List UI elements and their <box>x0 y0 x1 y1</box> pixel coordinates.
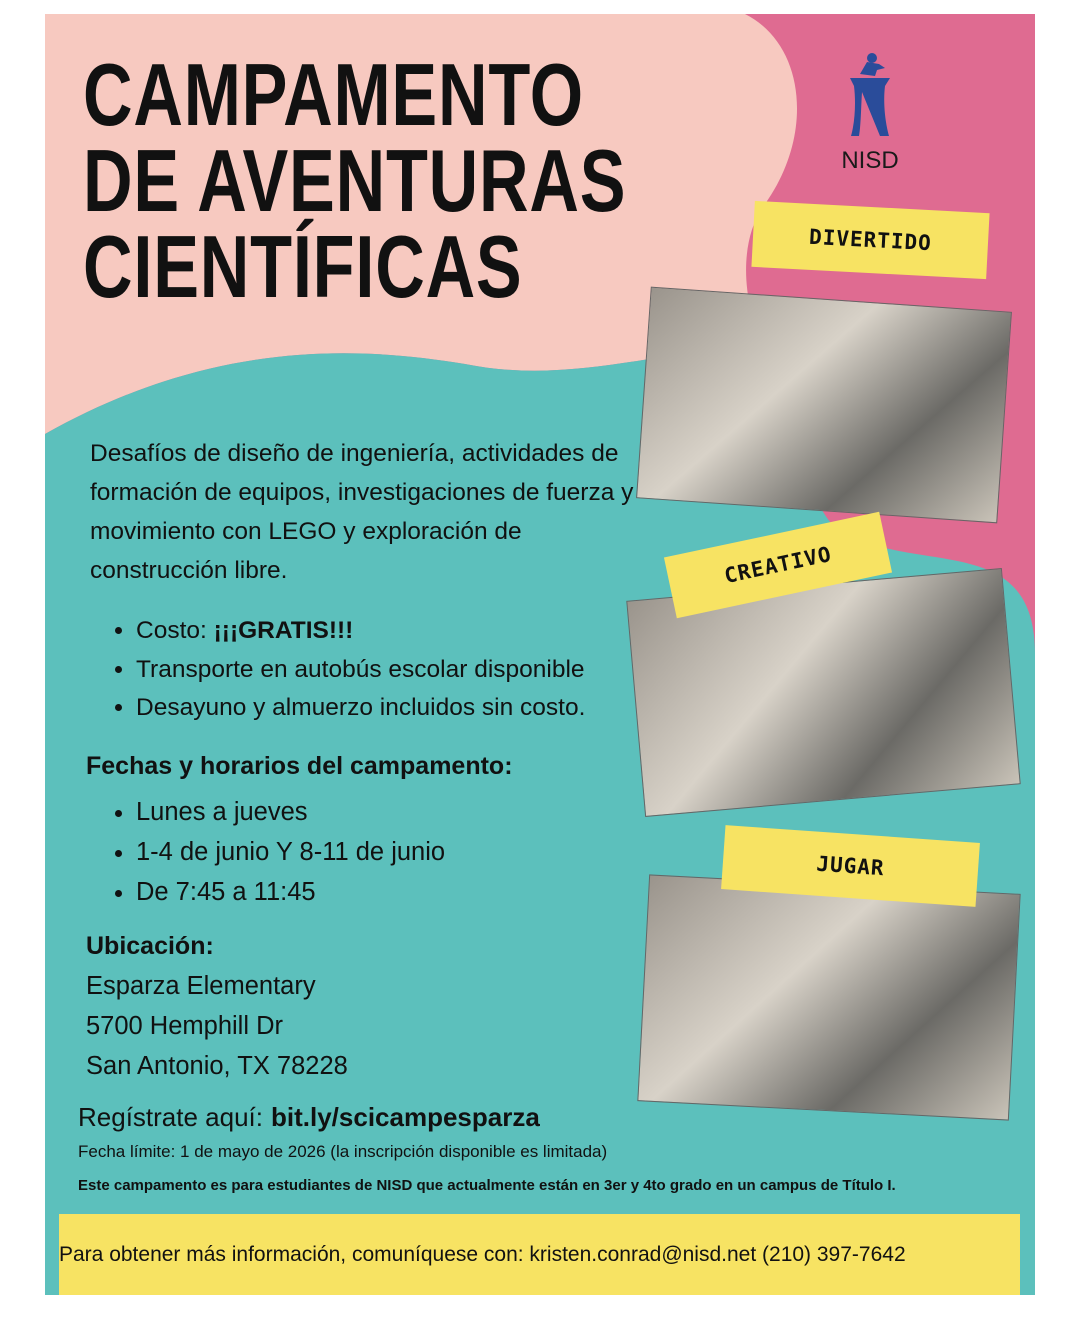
nisd-logo-icon <box>845 52 895 138</box>
benefit-cost <box>136 612 585 651</box>
register-label: Regístrate aquí: <box>78 1102 263 1132</box>
intro-text: Desafíos de diseño de ingeniería, actividades de formación de equipos, investigaciones de fuerza y movimiento con LEGO y exploración de construcción libre. <box>90 440 634 584</box>
photo-kids-lego <box>636 287 1012 524</box>
contact-footer <box>59 1214 1020 1295</box>
page-title <box>83 45 627 316</box>
cost-value: ¡¡¡GRATIS!!! <box>213 617 354 644</box>
benefit-meals: • Desayuno y almuerzo incluidos sin costo. <box>136 689 585 728</box>
schedule-item: • 1-4 de junio Y 8-11 de junio <box>136 832 445 872</box>
tag-jugar: JUGAR <box>721 825 980 907</box>
deadline-text: Fecha límite: 1 de mayo de 2026 (la inscripción disponible es limitada) <box>78 1142 608 1161</box>
tag-creativo: CREATIVO <box>664 512 892 618</box>
location-line: 5700 Hemphill Dr <box>86 1012 284 1040</box>
schedule-item: • De 7:45 a 11:45 <box>136 872 445 912</box>
photo-kid-smiling <box>637 874 1020 1120</box>
benefit-transport: • Transporte en autobús escolar disponible <box>136 651 585 690</box>
location-line: Esparza Elementary <box>86 972 316 1000</box>
contact-text: Para obtener más información, comuníquese con: kristen.conrad@nisd.net (210) 397-7642 <box>59 1242 906 1266</box>
location-line: San Antonio, TX 78228 <box>86 1052 348 1080</box>
tag-divertido: DIVERTIDO <box>751 201 989 279</box>
schedule-list <box>90 792 445 912</box>
title-line: CIENTÍFICAS <box>83 217 523 316</box>
location <box>86 926 348 1086</box>
register-link[interactable]: bit.ly/scicampesparza <box>271 1102 540 1132</box>
eligibility-note: Este campamento es para estudiantes de NISD que actualmente están en 3er y 4to grado en un campus de Título I. <box>78 1177 896 1194</box>
schedule-item: • Lunes a jueves <box>136 792 445 832</box>
title-line: CAMPAMENTO <box>83 45 584 144</box>
location-heading: Ubicación: <box>86 932 214 960</box>
register-line <box>78 1102 540 1133</box>
flyer <box>45 14 1035 1295</box>
benefits-list <box>90 612 585 728</box>
cost-label: Costo: <box>136 617 214 644</box>
nisd-logo <box>835 52 905 175</box>
logo-text: NISD <box>841 147 899 174</box>
schedule-heading: Fechas y horarios del campamento: <box>86 752 513 780</box>
title-line: DE AVENTURAS <box>83 131 627 230</box>
